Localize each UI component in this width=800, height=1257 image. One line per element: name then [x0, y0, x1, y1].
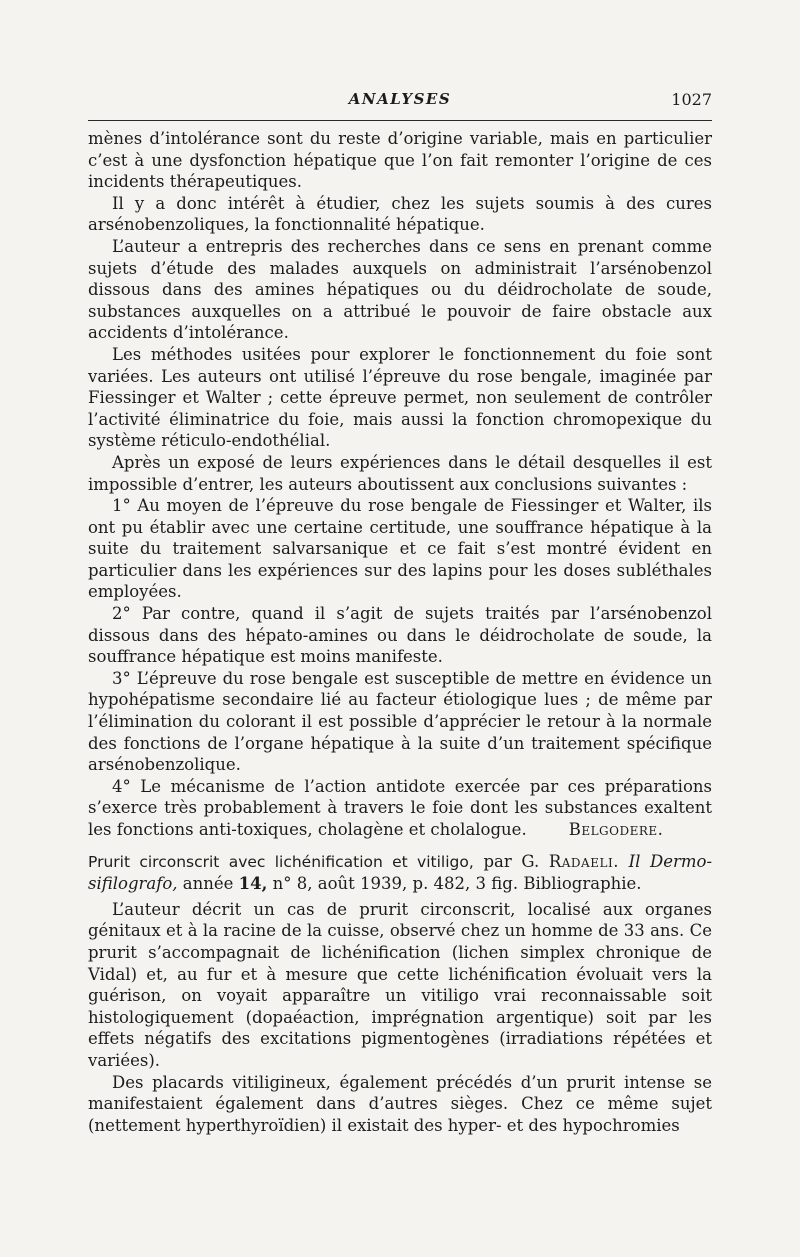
conclusion-1: 1° Au moyen de l’épreuve du rose bengale de Fiessinger et Walter, ils ont pu établir avec une certaine certitude, une souffrance hépatique à la suite du traitement salvarsanique et ce fait s’est montré évident en particulier dans les expériences sur des lapins pour les doses subléthales employées.: [88, 496, 712, 602]
conclusion-4-text: 4° Le mécanisme de l’action antidote exercée par ces préparations s’exerce très probablement à travers le foie dont les substances exaltent les fonctions anti-toxiques, cholagène et cholalogue.: [88, 776, 712, 839]
running-head-title: ANALYSES: [348, 90, 452, 108]
article-author: Radaeli.: [548, 851, 619, 871]
article-paragraph: Des placards vitiligineux, également précédés d’un prurit intense se manifestaient également dans d’autres sièges. Chez ce même sujet (nettement hyperthyroïdien) il existait des hyper- et des hypochromies: [88, 1072, 712, 1135]
article-details: n° 8, août 1939, p. 482, 3 fig. Bibliographie.: [272, 874, 642, 894]
details-year-label: année: [182, 874, 234, 894]
volume-number: 14,: [238, 874, 268, 894]
conclusion-3: 3° L’épreuve du rose bengale est susceptible de mettre en évidence un hypohépatisme secondaire lié au facteur étiologique lues ; de même par l’élimination du colorant il est possible d’apprécier le retour à la normale des fonctions de l’organe hépatique à la suite d’un traitement spécifique arsénobenzolique.: [88, 668, 712, 775]
paragraph: Il y a donc intérêt à étudier, chez les sujets soumis à des cures arsénobenzoliques, la fonctionnalité hépatique.: [88, 193, 712, 235]
paragraph: mènes d’intolérance sont du reste d’origine variable, mais en particulier c’est à une dysfonction hépatique que l’on fait remonter l’origine de ces incidents thérapeutiques.: [88, 129, 712, 192]
paragraph: Après un exposé de leurs expériences dans le détail desquelles il est impossible d’entrer, les auteurs aboutissent aux conclusions suivantes :: [88, 452, 712, 494]
paragraph: Les méthodes usitées pour explorer le fonctionnement du foie sont variées. Les auteurs ont utilisé l’épreuve du rose bengale, imaginée par Fiessinger et Walter ; cette épreuve permet, non seulement de contrôler l’activité éliminatrice du foie, mais aussi la fonction chromopexique du système réticulo-endothélial.: [88, 344, 712, 451]
journal-name: Il Dermo-sifilografo,: [88, 851, 713, 894]
conclusion-4: [88, 776, 712, 841]
conclusion-2: 2° Par contre, quand il s’agit de sujets traités par l’arsénobenzol dissous dans des hépato-amines ou dans le déidrocholate de soude, la souffrance hépatique est moins manifeste.: [88, 604, 712, 667]
running-header: [88, 90, 712, 121]
article-paragraph: L’auteur décrit un cas de prurit circonscrit, localisé aux organes génitaux et à la racine de la cuisse, observé chez un homme de 33 ans. Ce prurit s’accompagnait de lichénification (lichen simplex chronique de Vidal) et, au fur et à mesure que cette lichénification évoluait vers la guérison, on voyait apparaître un vitiligo vrai reconnaissable soit histologiquement (dopaéaction, imprégnation argentique) soit par les effets négatifs des excitations pigmentogènes (irradiations répétées et variées).: [88, 899, 712, 1070]
reviewer-signature: Belgodere.: [568, 820, 664, 839]
text-body: [88, 128, 712, 1136]
article-title: Prurit circonscrit avec lichénification et vitiligo,: [88, 852, 474, 871]
page-number: 1027: [671, 90, 712, 109]
article-heading: [88, 851, 712, 895]
paragraph: L’auteur a entrepris des recherches dans ce sens en prenant comme sujets d’étude des malades auxquels on administrait l’arsénobenzol dissous dans des amines hépatiques ou du déidrocholate de soude, substances auxquelles on a attribué le pouvoir de faire obstacle aux accidents d’intolérance.: [88, 236, 712, 343]
article-by: par G.: [483, 851, 540, 871]
